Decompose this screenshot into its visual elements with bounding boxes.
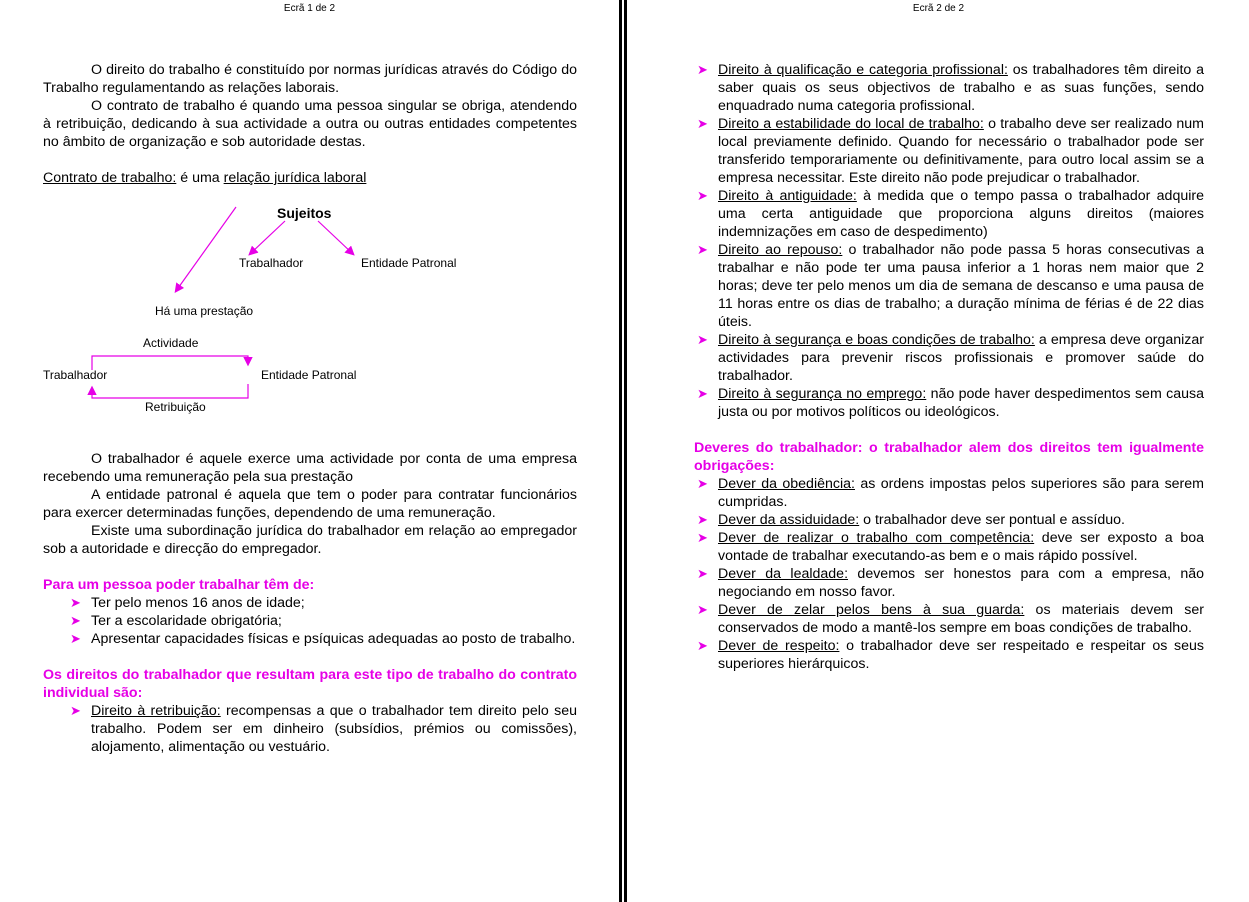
arrow-bullet-icon: ➤	[697, 476, 708, 491]
arrow-to-trabalhador	[250, 221, 285, 254]
rights-list-2	[694, 61, 1204, 421]
list-item: ➤ Direito a estabilidade do local de trabalho: o trabalho deve ser realizado num local previamente definido. Quando for necessário o trabalhador pode ser transferido temporariamente ou definitivamente, para outro local assim se a empresa necessitar. Este direito não pode prejudicar o trabalhador.	[697, 116, 1204, 186]
list-item: ➤ Dever da lealdade: devemos ser honestos para com a empresa, não negociando em nosso favor.	[697, 566, 1204, 600]
requirements-list	[67, 594, 577, 648]
screen-2-body	[694, 61, 1204, 673]
list-item: ➤ Ter a escolaridade obrigatória;	[70, 613, 282, 629]
diagram-prestacao: Há uma prestação	[155, 304, 254, 318]
intro-paragraph: O contrato de trabalho é quando uma pessoa singular se obriga, atendendo à retribuição, dedicando à sua actividade a outra ou outras entidades competentes no âmbito de organização e sob autoridade destas.	[43, 98, 577, 150]
arrow-bullet-icon: ➤	[697, 512, 708, 527]
arrow-bullet-icon: ➤	[697, 62, 708, 77]
diagram-trabalhador-top: Trabalhador	[239, 256, 304, 270]
diagram-entidade: Entidade Patronal	[261, 368, 357, 382]
diagram-sujeitos: Sujeitos	[277, 205, 332, 221]
list-item: ➤ Direito à segurança no emprego: não pode haver despedimentos sem causa justa ou por motivos políticos ou ideológicos.	[697, 386, 1204, 420]
arrow-bullet-icon: ➤	[697, 242, 708, 257]
arrow-bullet-icon: ➤	[70, 613, 81, 628]
intro-paragraph: O direito do trabalho é constituído por normas jurídicas através do Código do Trabalho regulamentando as relações laborais.	[43, 62, 577, 96]
arrow-bullet-icon: ➤	[697, 116, 708, 131]
definition-paragraph: Existe uma subordinação jurídica do trabalhador em relação ao empregador sob a autoridade e direcção do empregador.	[43, 523, 577, 557]
duties-list	[694, 475, 1204, 673]
list-item: ➤ Direito à antiguidade: à medida que o tempo passa o trabalhador adquire uma certa antiguidade que proporciona alguns direitos (maiores indemnizações em caso de despedimento)	[697, 188, 1204, 240]
arrow-bullet-icon: ➤	[70, 595, 81, 610]
screen-1-header: Ecrã 1 de 2	[283, 3, 336, 14]
contract-label: Contrato de trabalho:	[43, 170, 177, 186]
duties-title: Deveres do trabalhador: o trabalhador alem dos direitos tem igualmente obrigações:	[694, 440, 1204, 474]
arrow-bullet-icon: ➤	[697, 602, 708, 617]
screen-1	[0, 0, 619, 902]
list-item: ➤ Dever de respeito: o trabalhador deve ser respeitado e respeitar os seus superiores hierárquicos.	[697, 638, 1204, 672]
arrow-bullet-icon: ➤	[697, 566, 708, 581]
diagram-actividade: Actividade	[143, 336, 199, 350]
rights-title: Os direitos do trabalhador que resultam para este tipo de trabalho do contrato individual são:	[43, 667, 577, 701]
rights-list-1	[67, 702, 577, 756]
list-item: ➤ Direito à segurança e boas condições de trabalho: a empresa deve organizar actividades para prevenir riscos profissionais e promover saúde do trabalhador.	[697, 332, 1204, 384]
list-item: ➤ Dever da assiduidade: o trabalhador deve ser pontual e assíduo.	[697, 512, 1125, 528]
list-item: ➤ Apresentar capacidades físicas e psíquicas adequadas ao posto de trabalho.	[70, 631, 576, 647]
arrow-bullet-icon: ➤	[70, 703, 81, 718]
diagram-trabalhador: Trabalhador	[43, 368, 108, 382]
arrow-retribuicao	[92, 384, 248, 398]
screen-2-header: Ecrã 2 de 2	[912, 3, 965, 14]
screen-divider	[619, 0, 622, 902]
list-item: ➤ Ter pelo menos 16 anos de idade;	[70, 595, 305, 611]
arrow-bullet-icon: ➤	[697, 386, 708, 401]
arrow-bullet-icon: ➤	[697, 638, 708, 653]
arrow-to-entidade	[318, 221, 353, 254]
arrow-actividade	[92, 356, 248, 370]
arrow-bullet-icon: ➤	[697, 332, 708, 347]
list-item: ➤ Direito ao repouso: o trabalhador não pode passa 5 horas consecutivas a trabalhar e não pode ter uma pausa inferior a 1 horas nem maior que 2 horas; deve ter pelo menos um dia de semana de descanso e uma pausa de 11 horas entre os dias de trabalho; a duração mínima de férias é de 22 dias úteis.	[697, 242, 1204, 330]
arrow-bullet-icon: ➤	[70, 631, 81, 646]
requirements-title: Para um pessoa poder trabalhar têm de:	[43, 577, 315, 593]
contract-mid: é uma	[176, 170, 224, 186]
screen-2	[628, 0, 1249, 902]
list-item: ➤ Dever da obediência: as ordens impostas pelos superiores são para serem cumpridas.	[697, 476, 1204, 510]
arrow-to-prestacao	[176, 207, 236, 291]
list-item: ➤ Dever de zelar pelos bens à sua guarda: os materiais devem ser conservados de modo a mantê-los sempre em boas condições de trabalho.	[697, 602, 1204, 636]
list-item: ➤ Direito à retribuição: recompensas a que o trabalhador tem direito pelo seu trabalho. Podem ser em dinheiro (subsídios, prémios ou comissões), alojamento, alimentação ou vestuário.	[70, 703, 577, 755]
definition-paragraph: O trabalhador é aquele exerce uma actividade por conta de uma empresa recebendo uma remuneração pela sua prestação	[43, 451, 577, 485]
diagram-entidade-top: Entidade Patronal	[361, 256, 457, 270]
arrow-bullet-icon: ➤	[697, 530, 708, 545]
screen-1-body-lower	[43, 450, 577, 756]
definition-paragraph: A entidade patronal é aquela que tem o poder para contratar funcionários para exercer determinadas funções, dependendo de uma remuneração.	[43, 487, 577, 521]
contract-relation: relação jurídica laboral	[223, 170, 367, 186]
list-item: ➤ Dever de realizar o trabalho com competência: deve ser exposto a boa vontade de trabalhar executando-as bem e o mais rápido possível.	[697, 530, 1204, 564]
screen-divider	[624, 0, 627, 902]
arrow-bullet-icon: ➤	[697, 188, 708, 203]
diagram-retribuicao: Retribuição	[145, 400, 206, 414]
list-item: ➤ Direito à qualificação e categoria profissional: os trabalhadores têm direito a saber quais os seus objectivos de trabalho e as suas funções, sendo enquadrado numa categoria profissional.	[697, 62, 1204, 114]
